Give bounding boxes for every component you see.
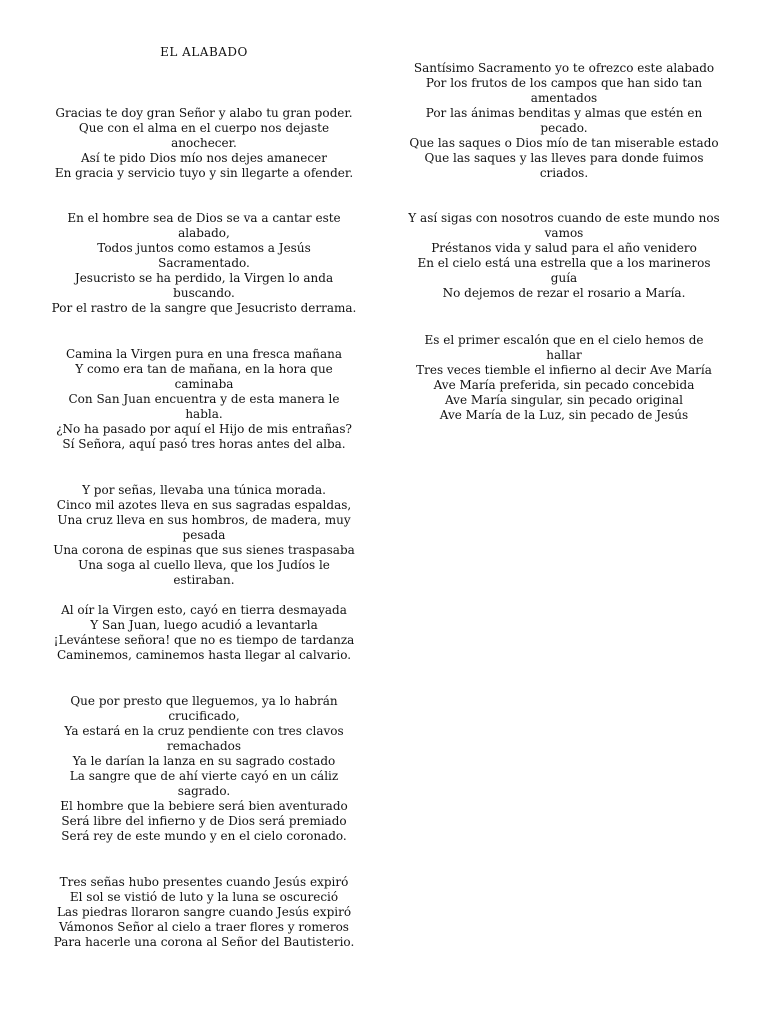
verse-line: Y por señas, llevaba una túnica morada. bbox=[82, 483, 326, 497]
verse-line: Una soga al cuello lleva, que los Judíos le bbox=[78, 558, 330, 572]
verse-line: Será rey de este mundo y en el cielo coronado. bbox=[61, 829, 347, 843]
verse-line: Es el primer escalón que en el cielo hemos de bbox=[424, 333, 704, 347]
verse-line: Todos juntos como estamos a Jesús bbox=[97, 241, 311, 255]
verse-line: hallar bbox=[546, 348, 582, 362]
stanza bbox=[403, 333, 725, 423]
verse-line: Y San Juan, luego acudió a levantarla bbox=[90, 618, 318, 632]
verse-line: En el hombre sea de Dios se va a cantar este bbox=[67, 211, 341, 225]
verse-line: Jesucristo se ha perdido, la Virgen lo anda bbox=[74, 271, 334, 285]
verse-line: alabado, bbox=[178, 226, 230, 240]
stanza bbox=[45, 211, 363, 316]
verse-line: criados. bbox=[539, 166, 589, 180]
stanza bbox=[45, 875, 363, 950]
verse-line: Que las saques y las lleves para donde fuimos bbox=[424, 151, 704, 165]
verse-line: vamos bbox=[544, 226, 584, 240]
verse-line: El hombre que la bebiere será bien aventurado bbox=[60, 799, 348, 813]
verse-line: Sí Señora, aquí pasó tres horas antes del alba. bbox=[62, 437, 346, 451]
verse-line: Sacramentado. bbox=[158, 256, 250, 270]
stanza bbox=[45, 483, 363, 588]
verse-line: Cinco mil azotes lleva en sus sagradas espaldas, bbox=[56, 498, 352, 512]
verse-line: Tres veces tiemble el infierno al decir Ave María bbox=[416, 363, 712, 377]
verse-line: pesada bbox=[182, 528, 226, 542]
stanza bbox=[45, 347, 363, 452]
verse-line: Que las saques o Dios mío de tan miserable estado bbox=[409, 136, 719, 150]
verse-line: Las piedras lloraron sangre cuando Jesús expiró bbox=[56, 905, 352, 919]
stanza bbox=[403, 211, 725, 301]
verse-line: Gracias te doy gran Señor y alabo tu gran poder. bbox=[55, 106, 353, 120]
verse-line: El sol se vistió de luto y la luna se oscureció bbox=[69, 890, 339, 904]
verse-line: Al oír la Virgen esto, cayó en tierra desmayada bbox=[61, 603, 347, 617]
verse-line: amentados bbox=[530, 91, 598, 105]
verse-line: pecado. bbox=[540, 121, 588, 135]
verse-line: estiraban. bbox=[173, 573, 235, 587]
verse-line: caminaba bbox=[174, 377, 234, 391]
verse-line: Ave María preferida, sin pecado concebida bbox=[433, 378, 695, 392]
document-title: EL ALABADO bbox=[160, 45, 248, 59]
verse-line: En gracia y servicio tuyo y sin llegarte a ofender. bbox=[54, 166, 354, 180]
verse-line: Será libre del infierno y de Dios será premiado bbox=[61, 814, 347, 828]
verse-line: Camina la Virgen pura en una fresca mañana bbox=[65, 347, 343, 361]
verse-line: guía bbox=[550, 271, 578, 285]
verse-line: Vámonos Señor al cielo a traer flores y romeros bbox=[59, 920, 349, 934]
verse-line: Y como era tan de mañana, en la hora que bbox=[75, 362, 333, 376]
verse-line: Préstanos vida y salud para el año venidero bbox=[431, 241, 697, 255]
verse-line: Así te pido Dios mío nos dejes amanecer bbox=[81, 151, 327, 165]
verse-line: Caminemos, caminemos hasta llegar al calvario. bbox=[56, 648, 352, 662]
verse-line: Una corona de espinas que sus sienes traspasaba bbox=[53, 543, 355, 557]
verse-line: La sangre que de ahí vierte cayó en un cáliz bbox=[69, 769, 339, 783]
verse-line: Santísimo Sacramento yo te ofrezco este alabado bbox=[413, 61, 715, 75]
verse-line: anochecer. bbox=[171, 136, 237, 150]
verse-line: Ya estará en la cruz pendiente con tres clavos bbox=[64, 724, 344, 738]
stanza bbox=[403, 61, 725, 181]
verse-line: Para hacerle una corona al Señor del Bautisterio. bbox=[53, 935, 355, 949]
verse-line: Y así sigas con nosotros cuando de este mundo nos bbox=[408, 211, 720, 225]
stanza bbox=[45, 106, 363, 181]
verse-line: Con San Juan encuentra y de esta manera le bbox=[68, 392, 340, 406]
verse-line: crucificado, bbox=[168, 709, 240, 723]
verse-line: Ya le darían la lanza en su sagrado costado bbox=[72, 754, 336, 768]
verse-line: Por los frutos de los campos que han sido tan bbox=[425, 76, 703, 90]
verse-line: habla. bbox=[185, 407, 223, 421]
verse-line: Ave María singular, sin pecado original bbox=[445, 393, 683, 407]
verse-line: Ave María de la Luz, sin pecado de Jesús bbox=[439, 408, 689, 422]
verse-line: remachados bbox=[166, 739, 242, 753]
stanza bbox=[45, 603, 363, 663]
verse-line: Por las ánimas benditas y almas que estén en bbox=[425, 106, 703, 120]
stanza bbox=[45, 694, 363, 844]
verse-line: Tres señas hubo presentes cuando Jesús expiró bbox=[59, 875, 349, 889]
verse-line: ¿No ha pasado por aquí el Hijo de mis entrañas? bbox=[56, 422, 352, 436]
verse-line: No dejemos de rezar el rosario a María. bbox=[442, 286, 686, 300]
verse-line: Por el rastro de la sangre que Jesucristo derrama. bbox=[51, 301, 357, 315]
verse-line: Que por presto que lleguemos, ya lo habrán bbox=[70, 694, 338, 708]
verse-line: Una cruz lleva en sus hombros, de madera, muy bbox=[57, 513, 351, 527]
verse-line: buscando. bbox=[173, 286, 235, 300]
verse-line: Que con el alma en el cuerpo nos dejaste bbox=[78, 121, 330, 135]
verse-line: En el cielo está una estrella que a los marineros bbox=[417, 256, 711, 270]
verse-line: sagrado. bbox=[177, 784, 231, 798]
verse-line: ¡Levántese señora! que no es tiempo de tardanza bbox=[53, 633, 355, 647]
